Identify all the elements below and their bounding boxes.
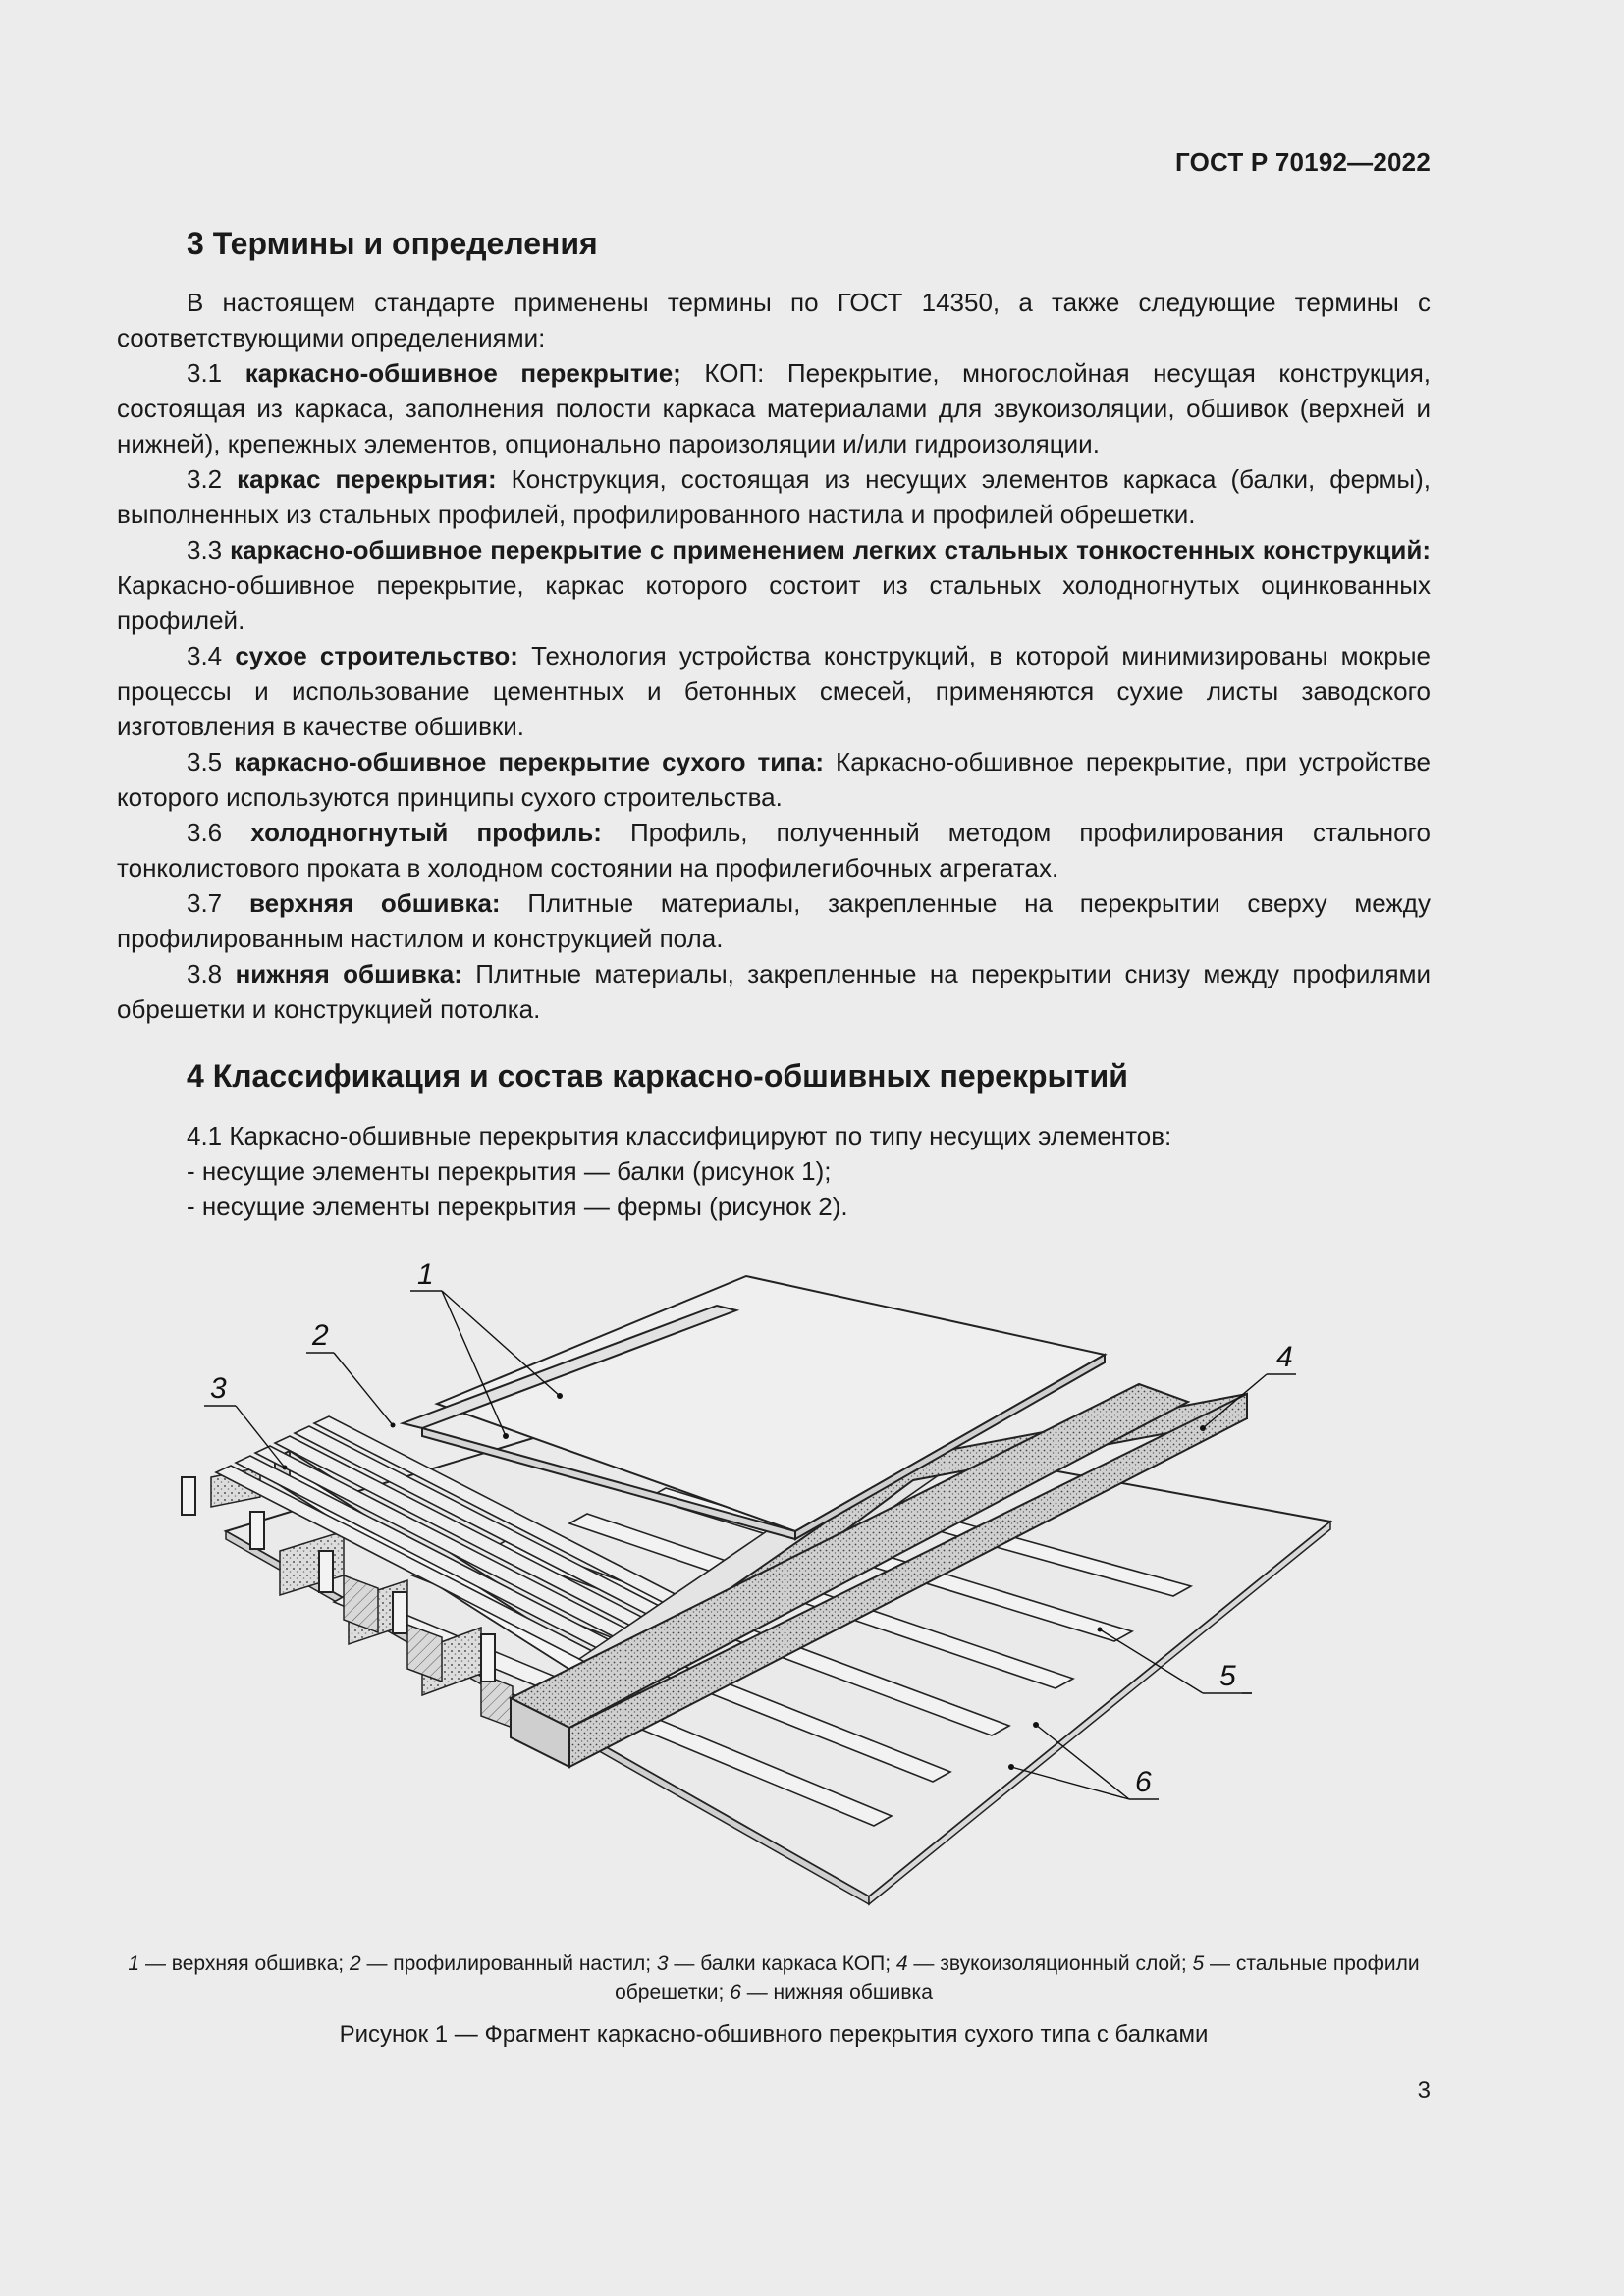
figure-legend [117, 1949, 1431, 2006]
term-number: 3.8 [187, 959, 223, 988]
term-name: каркасно-обшивное перекрытие с применением легких стальных тонкостенных конструкций: [230, 535, 1431, 564]
term-definition [117, 744, 1431, 815]
term-name: нижняя обшивка: [235, 959, 462, 988]
term-definition [117, 638, 1431, 744]
legend-text: — балки каркаса КОП; [668, 1952, 896, 1975]
list-item: - несущие элементы перекрытия — балки (рисунок 1); [187, 1156, 832, 1186]
term-definition [117, 355, 1431, 461]
section-4-body [117, 1118, 1431, 1224]
legend-number: 3 [656, 1952, 669, 1975]
term-definition [117, 885, 1431, 956]
term-name: верхняя обшивка: [248, 888, 501, 918]
label-4: 4 [1276, 1341, 1293, 1373]
term-name: холодногнутый профиль: [250, 818, 602, 847]
legend-text: — профилированный настил; [360, 1952, 657, 1975]
term-definition [117, 815, 1431, 885]
section-3-body [117, 285, 1431, 1027]
term-text: Каркасно-обшивное перекрытие, каркас которого состоит из стальных холодногнутых оцинкованных профилей. [117, 570, 1431, 635]
term-text: Каркасно-обшивное перекрытие, при устройстве которого используются принципы сухого строительства. [117, 747, 1431, 812]
label-5: 5 [1219, 1660, 1236, 1692]
list-item: - несущие элементы перекрытия — фермы (рисунок 2). [187, 1192, 848, 1221]
legend-number: 1 [128, 1952, 140, 1975]
legend-number: 6 [730, 1981, 741, 2003]
term-name: каркасно-обшивное перекрытие сухого типа: [234, 747, 825, 776]
label-3: 3 [210, 1372, 227, 1405]
section-3-intro: В настоящем стандарте применены термины по ГОСТ 14350, а также следующие термины с соответствующими определениями: [117, 288, 1431, 352]
term-text: КОП: Перекрытие, многослойная несущая конструкция, состоящая из каркаса, заполнения полости каркаса материалами для звукоизоляции, обшивок (верхней и нижней), крепежных элементов, опционально пароизоляции и/или гидроизоляции. [117, 358, 1432, 458]
section-3-heading: 3 Термины и определения [187, 226, 598, 261]
floor-structure-illustration [147, 1237, 1375, 1924]
term-text: Профиль, полученный методом профилирования стального тонколистового проката в холодном состоянии на профилегибочных агрегатах. [117, 818, 1431, 882]
legend-text: — верхняя обшивка; [139, 1952, 350, 1975]
term-number: 3.7 [187, 888, 223, 918]
term-name: каркасно-обшивное перекрытие; [244, 358, 681, 388]
label-6: 6 [1135, 1766, 1152, 1798]
term-number: 3.4 [187, 641, 223, 670]
legend-number: 2 [349, 1952, 361, 1975]
section-4-heading: 4 Классификация и состав каркасно-обшивных перекрытий [187, 1058, 1128, 1094]
term-number: 3.1 [187, 358, 223, 388]
term-name: сухое строительство: [235, 641, 518, 670]
term-text: Плитные материалы, закрепленные на перекрытии снизу между профилями обрешетки и конструкцией потолка. [117, 959, 1431, 1024]
document-id: ГОСТ Р 70192—2022 [1175, 147, 1431, 177]
figure-caption: Рисунок 1 — Фрагмент каркасно-обшивного перекрытия сухого типа с балками [339, 2021, 1209, 2048]
term-text: Плитные материалы, закрепленные на перекрытии сверху между профилированным настилом и конструкцией пола. [117, 888, 1431, 953]
term-text: Технология устройства конструкций, в которой минимизированы мокрые процессы и использование цементных и бетонных смесей, применяются сухие листы заводского изготовления в качестве обшивки. [117, 641, 1431, 741]
term-definition [117, 532, 1431, 638]
term-number: 3.3 [187, 535, 223, 564]
paragraph-4-1: 4.1 Каркасно-обшивные перекрытия классифицируют по типу несущих элементов: [187, 1121, 1172, 1150]
term-text: Конструкция, состоящая из несущих элементов каркаса (балки, фермы), выполненных из стальных профилей, профилированного настила и профилей обрешетки. [117, 464, 1431, 529]
legend-text: — нижняя обшивка [740, 1981, 933, 2003]
label-2: 2 [312, 1319, 329, 1352]
term-definition [117, 461, 1431, 532]
term-definition [117, 956, 1431, 1027]
legend-number: 5 [1192, 1952, 1205, 1975]
label-1: 1 [417, 1258, 434, 1291]
legend-text: — звукоизоляционный слой; [907, 1952, 1193, 1975]
term-number: 3.2 [187, 464, 223, 494]
legend-text: — стальные профили обрешетки; [615, 1952, 1420, 2003]
term-name: каркас перекрытия: [237, 464, 497, 494]
term-number: 3.5 [187, 747, 223, 776]
page-number: 3 [1417, 2077, 1431, 2104]
legend-number: 4 [895, 1952, 908, 1975]
terms-list [117, 355, 1431, 1027]
term-number: 3.6 [187, 818, 223, 847]
